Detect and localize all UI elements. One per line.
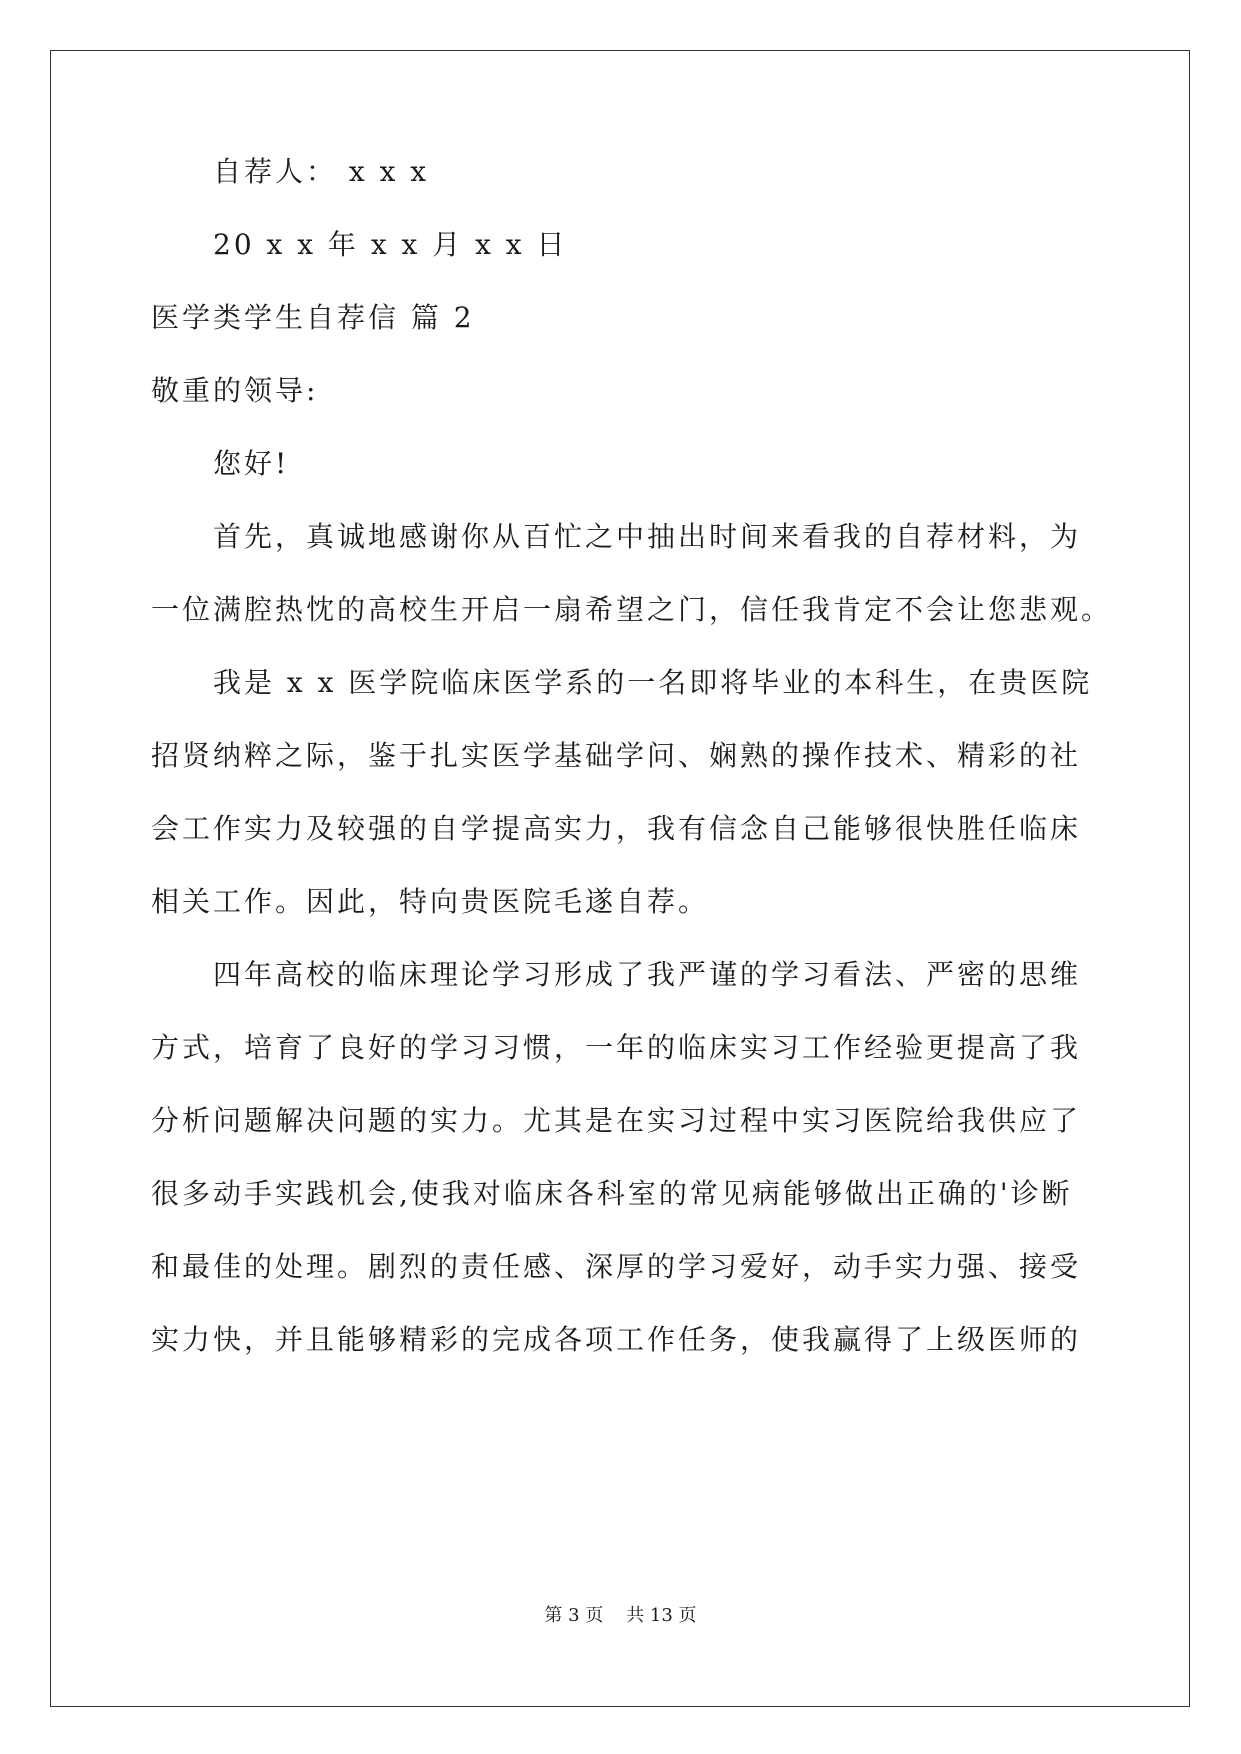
- paragraph-3-line: 很多动手实践机会,使我对临床各科室的常见病能够做出正确的'诊断: [151, 1177, 1073, 1210]
- paragraph-1-line: 一位满腔热忱的高校生开启一扇希望之门，信任我肯定不会让您悲观。: [151, 593, 1113, 626]
- paragraph-3-line: 四年高校的临床理论学习形成了我严谨的学习看法、严密的思维: [213, 958, 1082, 991]
- paragraph-2-line: 招贤纳粹之际，鉴于扎实医学基础学问、娴熟的操作技术、精彩的社: [151, 739, 1082, 772]
- paragraph-3-line: 分析问题解决问题的实力。尤其是在实习过程中实习医院给我供应了: [151, 1104, 1082, 1137]
- paragraph-2-line: 相关工作。因此，特向贵医院毛遂自荐。: [151, 885, 710, 918]
- paragraph-3-line: 和最佳的处理。剧烈的责任感、深厚的学习爱好，动手实力强、接受: [151, 1250, 1082, 1283]
- paragraph-3-line: 方式，培育了良好的学习习惯，一年的临床实习工作经验更提高了我: [151, 1031, 1082, 1064]
- section-heading: 医学类学生自荐信 篇 2: [151, 301, 475, 334]
- page-number-footer: 第 3 页 共 13 页: [544, 1605, 697, 1626]
- paragraph-2-line: 会工作实力及较强的自学提高实力，我有信念自己能够很快胜任临床: [151, 812, 1082, 845]
- signature-line: 自荐人： x x x: [213, 155, 430, 188]
- paragraph-2-line: 我是 x x 医学院临床医学系的一名即将毕业的本科生，在贵医院: [213, 666, 1093, 699]
- date-line: 20 x x 年 x x 月 x x 日: [213, 228, 568, 261]
- paragraph-1-line: 首先，真诚地感谢你从百忙之中抽出时间来看我的自荐材料，为: [213, 520, 1082, 553]
- paragraph-3-line: 实力快，并且能够精彩的完成各项工作任务，使我赢得了上级医师的: [151, 1323, 1082, 1356]
- salutation: 敬重的领导:: [151, 374, 319, 407]
- greeting: 您好!: [213, 447, 290, 480]
